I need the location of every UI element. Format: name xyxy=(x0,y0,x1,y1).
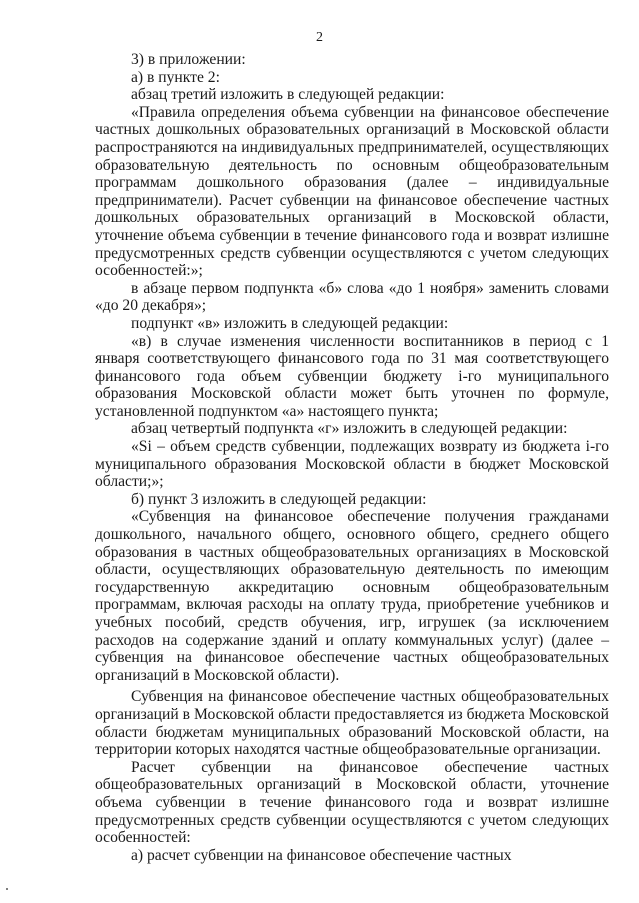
paragraph-subpoint-v-instruction: подпункт «в» изложить в следующей редакции: xyxy=(131,314,449,332)
paragraph-item-3-in-appendix: 3) в приложении: xyxy=(131,51,246,68)
paragraph-subpoint-v-text: «в) в случае изменения численности воспитанников в период с 1 января соответствующего финансового года по 31 мая соответствующего финансового года объем субвенции бюджету i-го муниципального образования Московской области может быть уточнен по формуле, установленной подпунктом «а» настоящего пункта; xyxy=(95,332,609,420)
page-number: 2 xyxy=(316,30,323,45)
paragraph-si-definition: «Si – объем средств субвенции, подлежащих возврату из бюджета i-го муниципального образования Московской области в бюджет Московской области;»; xyxy=(95,438,609,491)
paragraph-subvention-definition: «Субвенция на финансовое обеспечение получения гражданами дошкольного, начального общего, основного общего, среднего общего образования в частных общеобразовательных организациях в Московской области, осуществляющих образовательную деятельность по имеющим государственную аккредитацию основным общеобразовательным программам, включая расходы на оплату труда, приобретение учебников и учебных пособий, средств обучения, игр, игрушек (за исключением расходов на содержание зданий и оплату коммунальных услуг) (далее – субвенция на финансовое обеспечение частных общеобразовательных организаций в Московской области). xyxy=(95,508,609,684)
scan-speck xyxy=(6,888,8,890)
paragraph-item-b-point-3: б) пункт 3 изложить в следующей редакции: xyxy=(131,490,427,508)
paragraph-deadline-change: в абзаце первом подпункта «б» слова «до 1 ноября» заменить словами «до 20 декабря»; xyxy=(95,279,609,315)
paragraph-rules-quote: «Правила определения объема субвенции на финансовое обеспечение частных дошкольных образовательных организаций в Московской области распространяются на индивидуальных предпринимателей, осуществляющих образовательную деятельность по основным общеобразовательным программам дошкольного образования (далее – индивидуальные предприниматели). Расчет субвенции на финансовое обеспечение частных дошкольных образовательных организаций в Московской области, уточнение объема субвенции в течение финансового года и возврат излишне предусмотренных средств субвенции осуществляются с учетом следующих особенностей:»; xyxy=(95,103,609,280)
paragraph-calculation-features: Расчет субвенции на финансовое обеспечение частных общеобразовательных организаций в Московской области, уточнение объема субвенции в течение финансового года и возврат излишне предусмотренных средств субвенции осуществляются с учетом следующих особенностей: xyxy=(95,758,609,847)
paragraph-subvention-provision: Субвенция на финансовое обеспечение частных общеобразовательных организаций в Московской области предоставляется из бюджета Московской области бюджетам муниципальных образований Московской области, на территории которых находятся частные общеобразовательные организации. xyxy=(95,688,609,759)
paragraph-item-a-calculation: а) расчет субвенции на финансовое обеспечение частных xyxy=(131,846,512,864)
paragraph-item-a-point-2: а) в пункте 2: xyxy=(131,68,220,86)
document-body xyxy=(95,51,609,864)
paragraph-subpoint-g-instruction: абзац четвертый подпункта «г» изложить в следующей редакции: xyxy=(131,420,568,438)
paragraph-third-abzac-instruction: абзац третий изложить в следующей редакции: xyxy=(131,86,445,104)
